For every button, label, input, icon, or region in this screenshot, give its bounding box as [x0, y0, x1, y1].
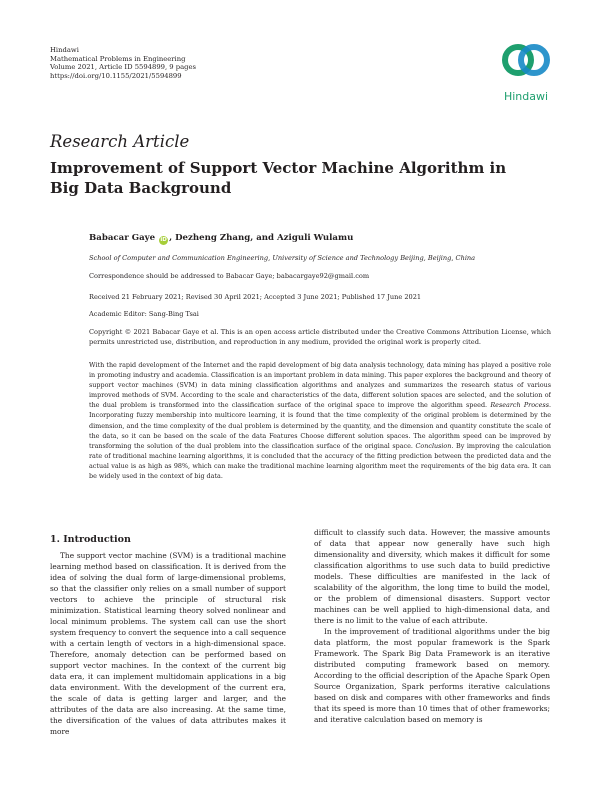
- section-heading-introduction: 1. Introduction: [50, 534, 131, 545]
- abstract-part-1: With the rapid development of the Internet and the rapid development of big data analysis technology, data mining has played a positive role in promoting industry and academia. Classification is an important problem in data mining. This paper explores the background and theory of support vector machines (SVM) in data mining classification algorithms and analyzes and summarizes the research status of various improved methods of SVM. According to the scale and characteristics of the data, different solution spaces are selected, and the solution of the dual problem is transformed into the classification surface of the original space to improve the algorithm speed.: [89, 361, 551, 410]
- author-first: Babacar Gaye: [89, 233, 156, 243]
- abstract-label-conclusion: Conclusion.: [415, 441, 454, 450]
- correspondence: Correspondence should be addressed to Babacar Gaye; babacargaye92@gmail.com: [89, 272, 370, 280]
- intro-paragraph-2: difficult to classify such data. However, the massive amounts of data that appear now generally have such high dimensionality and diversity, which makes it difficult for some classification algorithms to use such data to build predictive models. These difficulties are manifested in the lack of scalability of the algorithm, the long time to build the model, or the problem of dimensional disasters. Support vector machines can be well applied to high-dimensional data, and there is no limit to the value of each attribute.: [314, 528, 550, 625]
- article-title: Improvement of Support Vector Machine Algorithm in Big Data Background: [50, 159, 507, 197]
- journal-name: Mathematical Problems in Engineering: [50, 54, 186, 63]
- hindawi-logo: [496, 40, 556, 106]
- abstract-part-3: By improving the calculation rate of traditional machine learning algorithms, it is concluded that the accuracy of the fitting prediction between the predicted data and the actual value is as high as 98%, which can make the traditional machine learning algorithm meet the requirements of the big data era. It can be widely used in the context of big data.: [89, 441, 551, 481]
- journal-publisher: Hindawi: [50, 46, 79, 54]
- abstract: [89, 360, 551, 498]
- article-type: Research Article: [50, 132, 190, 151]
- author-rest: , Dezheng Zhang, and Aziguli Wulamu: [169, 233, 354, 243]
- body-column-left: [50, 550, 286, 770]
- body-column-right: [314, 527, 550, 773]
- intro-paragraph-1: The support vector machine (SVM) is a traditional machine learning method based on classification. It is derived from the idea of solving the dual form of large-dimensional problems, so that the classifier only relies on a small number of support vectors to achieve the principle of structural risk minimization. Statistical learning theory solved nonlinear and local minimum problems. The system call can use the short system frequency to convert the sequence into a call sequence with a certain length of vectors in a high-dimensional space. Therefore, anomaly detection can be performed based on support vector machines. In the context of the current big data era, it can implement multidomain applications in a big data environment. With the development of the current era, the scale of data is getting larger and larger, and the attributes of the data are also increasing. At the same time, the diversification of the values of data attributes makes it more: [50, 551, 286, 736]
- hindawi-logo-icon: [500, 40, 552, 86]
- author-list: [89, 233, 353, 245]
- abstract-label-research-process: Research Process.: [490, 401, 551, 410]
- academic-editor: Academic Editor: Sang-Bing Tsai: [89, 310, 199, 318]
- journal-info: [50, 46, 196, 80]
- journal-doi[interactable]: https://doi.org/10.1155/2021/5594899: [50, 71, 182, 80]
- affiliation: School of Computer and Communication Engineering, University of Science and Technology Beijing, Beijing, China: [89, 254, 476, 262]
- hindawi-logo-text: Hindawi: [503, 90, 549, 103]
- orcid-icon[interactable]: iD: [160, 237, 167, 243]
- abstract-part-2: Incorporating fuzzy membership into multicore learning, it is found that the time complexity of the original problem is determined by the dimension, and the time complexity of the dual problem is determined by the quantity, and the dimension and quantity constitute the scale of the data, so it can be based on the scale of the data Features Choose different solution spaces. The algorithm speed can be improved by transforming the solution of the dual problem into the classification surface of the original space.: [89, 411, 551, 450]
- intro-paragraph-3: In the improvement of traditional algorithms under the big data platform, the most popular framework is the Spark Framework. The Spark Big Data Framework is an iterative distributed computing framework based on memory. According to the official description of the Apache Spark Open Source Organization, Spark performs iterative calculations based on disk and compares with other frameworks and finds that its speed is more than 10 times that of other frameworks; and iterative calculation based on memory is: [314, 627, 550, 724]
- copyright-notice: Copyright © 2021 Babacar Gaye et al. This is an open access article distributed under the Creative Commons Attribution License, which permits unrestricted use, distribution, and reproduction in any medium, provided the original work is properly cited.: [89, 328, 551, 347]
- journal-volume: Volume 2021, Article ID 5594899, 9 pages: [50, 63, 197, 72]
- publication-dates: Received 21 February 2021; Revised 30 April 2021; Accepted 3 June 2021; Published 17 June 2021: [89, 293, 422, 301]
